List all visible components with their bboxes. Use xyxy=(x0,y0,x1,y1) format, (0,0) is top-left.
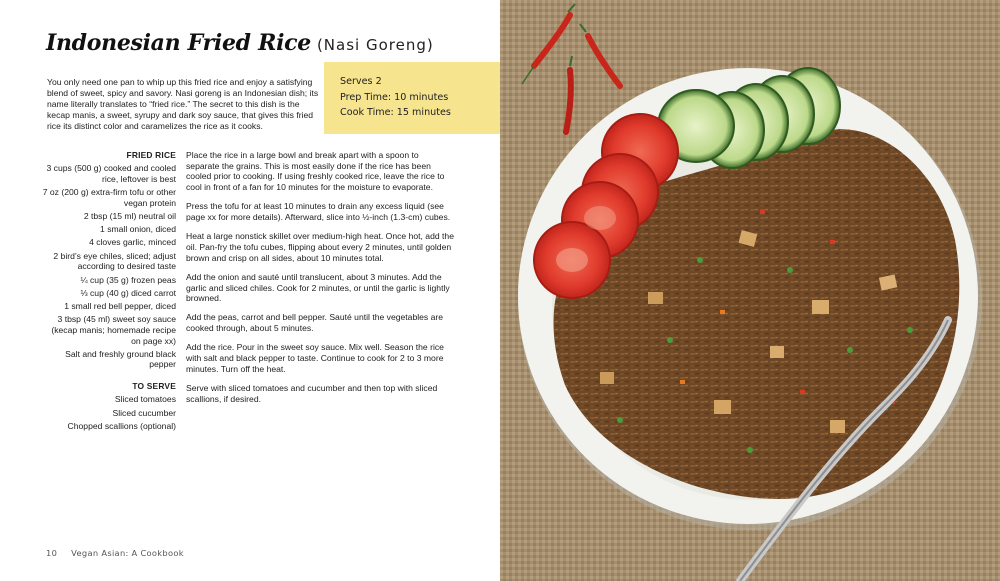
serve-item: Sliced cucumber xyxy=(112,407,176,418)
recipe-title: Indonesian Fried Rice xyxy=(46,30,311,56)
recipe-intro: You only need one pan to whip up this fried rice and enjoy a satisfying blend of sweet, spicy and savory. Nasi goreng is an Indonesian dish; its name literally translates to “fried rice.” The secret to this dish is the kecap manis, a sweet, syrupy and dark soy sauce, that gives this fried rice its distinct color and caramelizes the rice as it cooks. xyxy=(47,77,319,131)
recipe-title-row xyxy=(46,30,434,56)
ingredients-list xyxy=(40,150,176,431)
ingredient-item: 2 tbsp (15 ml) neutral oil xyxy=(83,211,176,222)
direction-step: Heat a large nonstick skillet over medium-high heat. Once hot, add the oil. Pan-fry the tofu cubes, flipping about every 2 minutes, until golden brown and crisp on all sides, about 10 minutes total. xyxy=(186,231,454,263)
ingredient-item: 1 small onion, diced xyxy=(100,224,176,235)
direction-step: Serve with sliced tomatoes and cucumber and then top with sliced scallions, if desired. xyxy=(186,382,438,404)
cook-time-text: Cook Time: 15 minutes xyxy=(340,107,451,118)
page-footer xyxy=(46,548,184,558)
ingredient-item: 4 cloves garlic, minced xyxy=(89,237,176,248)
direction-step: Add the rice. Pour in the sweet soy sauce. Mix well. Season the rice with salt and black pepper to taste. Continue to cook for 2 to 3 more minutes. Turn off the heat. xyxy=(186,342,444,374)
ingredient-item: 3 tbsp (45 ml) sweet soy sauce (kecap manis; homemade recipe on page xx) xyxy=(51,314,176,346)
direction-step: Add the onion and sauté until translucent, about 3 minutes. Add the garlic and sliced chiles. Cook for 2 minutes, or until the garlic is lightly browned. xyxy=(186,271,450,304)
page-number: 10 xyxy=(46,548,58,558)
nasi-goreng-photo xyxy=(500,0,1000,581)
ingredients-heading: FRIED RICE xyxy=(126,150,176,160)
serves-text: Serves 2 xyxy=(340,76,382,87)
ingredient-item: 1 small red bell pepper, diced xyxy=(64,300,176,311)
serve-item: Chopped scallions (optional) xyxy=(67,420,176,431)
serve-item: Sliced tomatoes xyxy=(114,394,176,405)
prep-time-text: Prep Time: 10 minutes xyxy=(340,92,449,103)
direction-step: Place the rice in a large bowl and break apart with a spoon to separate the grains. This is most easily done if the rice has been cooled prior to cooking. If using freshly cooked rice, leave the rice to cool in front of a fan for 10 minutes for the moisture to evaporate. xyxy=(186,150,445,193)
direction-step: Press the tofu for at least 10 minutes to drain any excess liquid (see page xx for more details). Afterward, slice into ½-inch (1.3-cm) cubes. xyxy=(186,201,451,223)
directions-list xyxy=(186,150,454,413)
direction-step: Add the peas, carrot and bell pepper. Sauté until the vegetables are cooked through, about 5 minutes. xyxy=(186,312,444,334)
ingredient-item: Salt and freshly ground black pepper xyxy=(65,348,176,370)
ingredient-item: 3 cups (500 g) cooked and cooled rice, leftover is best xyxy=(46,163,176,184)
book-title: Vegan Asian: A Cookbook xyxy=(71,548,184,558)
to-serve-heading: TO SERVE xyxy=(132,381,176,392)
recipe-info-box xyxy=(324,62,500,134)
ingredient-item: 2 bird’s eye chiles, sliced; adjust according to desired taste xyxy=(53,250,176,272)
recipe-subtitle: (Nasi Goreng) xyxy=(316,36,434,54)
ingredient-item: ¼ cup (35 g) frozen peas xyxy=(80,274,176,285)
ingredient-item: 7 oz (200 g) extra-firm tofu or other vegan protein xyxy=(42,187,176,208)
ingredient-item: ⅓ cup (40 g) diced carrot xyxy=(80,287,176,298)
